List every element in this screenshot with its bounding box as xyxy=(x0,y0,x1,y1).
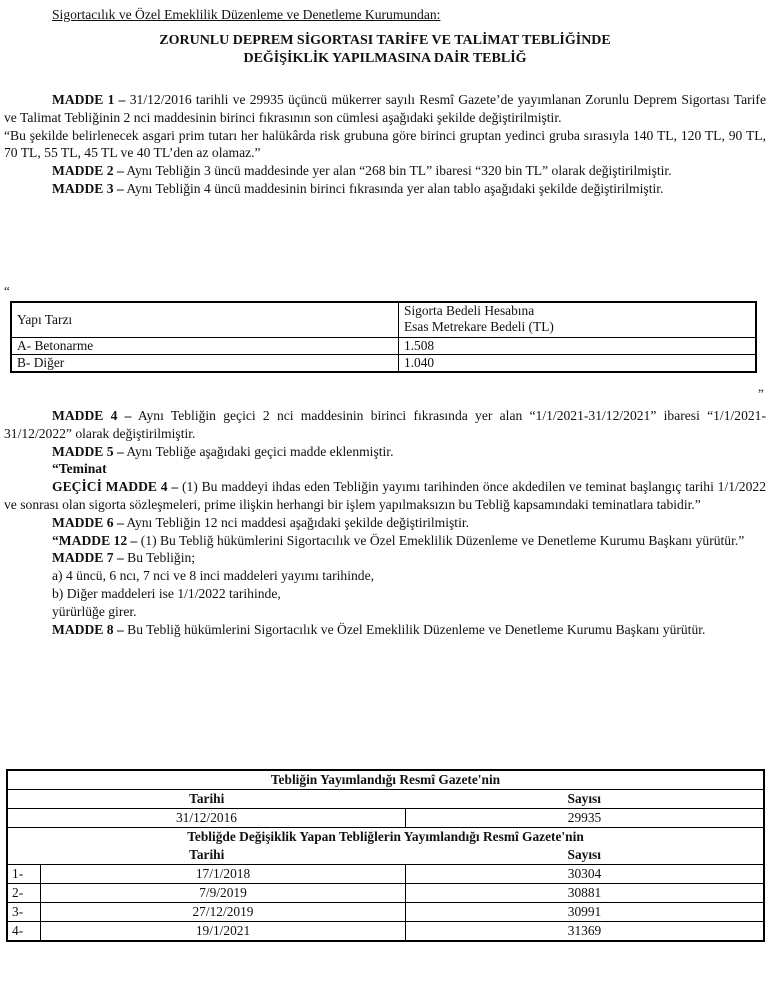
cell-value: 1.040 xyxy=(399,355,757,373)
row-index: 4- xyxy=(7,922,41,942)
article-7-item-c: yürürlüğe girer. xyxy=(52,603,137,619)
col-sqm-value xyxy=(399,302,757,338)
cell-type: B- Diğer xyxy=(11,355,399,373)
article-4-text: Aynı Tebliğin geçici 2 nci maddesinin birinci fıkrasında yer alan “1/1/2021-31/12/2021” ibaresi “1/1/2021-31/12/2022” olarak değiştirilmiştir. xyxy=(4,408,766,441)
row-number: 31369 xyxy=(406,922,765,942)
temporary-article-4 xyxy=(4,478,766,514)
article-7-item-a: a) 4 üncü, 6 ncı, 7 nci ve 8 inci maddeleri yayımı tarihinde, xyxy=(52,568,374,584)
table-row xyxy=(11,355,756,373)
row-date: 27/12/2019 xyxy=(41,903,406,922)
row-index: 3- xyxy=(7,903,41,922)
article-8-text: Bu Tebliğ hükümlerini Sigortacılık ve Özel Emeklilik Düzenleme ve Denetleme Kurumu Başkanı yürütür. xyxy=(123,621,706,637)
row-number: 30304 xyxy=(406,865,765,884)
amendments-heading: Tebliğde Değişiklik Yapan Tebliğlerin Yayımlandığı Resmî Gazete'nin xyxy=(7,828,764,847)
article-7 xyxy=(4,549,766,567)
article-5-text: Aynı Tebliğe aşağıdaki geçici madde eklenmiştir. xyxy=(123,443,394,459)
article-12-text: (1) Bu Tebliğ hükümlerini Sigortacılık ve Özel Emeklilik Düzenleme ve Denetleme Kurumu Başkanı yürütür.” xyxy=(137,532,745,548)
gazette-original-row xyxy=(7,809,764,828)
row-number: 30881 xyxy=(406,884,765,903)
col-date: Tarihi xyxy=(7,846,406,865)
article-3-text: Aynı Tebliğin 4 üncü maddesinin birinci fıkrasında yer alan tablo aşağıdaki şekilde değiştirilmiştir. xyxy=(123,180,664,196)
article-1-heading: MADDE 1 – xyxy=(52,92,126,107)
article-6-text: Aynı Tebliğin 12 nci maddesi aşağıdaki şekilde değiştirilmiştir. xyxy=(123,514,470,530)
table-row xyxy=(11,338,756,355)
col-number: Sayısı xyxy=(406,846,765,865)
issuer-header: Sigortacılık ve Özel Emeklilik Düzenleme ve Denetleme Kurumundan: xyxy=(52,7,441,22)
row-number: 30991 xyxy=(406,903,765,922)
table-open-quote: “ xyxy=(4,283,10,298)
amendments-heading-row xyxy=(7,828,764,847)
article-8-heading: MADDE 8 – xyxy=(52,621,124,637)
table-header-row xyxy=(11,302,756,338)
article-5 xyxy=(4,443,766,461)
article-6 xyxy=(4,514,766,532)
gazette-heading: Tebliğin Yayımlandığı Resmî Gazete'nin xyxy=(7,770,764,790)
temporary-article-4-heading: GEÇİCİ MADDE 4 – xyxy=(52,479,179,495)
table-row xyxy=(7,922,764,942)
temporary-article-4-text: (1) Bu maddeyi ihdas eden Tebliğin yayımı tarihinden önce akdedilen ve teminat başlangıç tarihi 1/1/2022 ve sonrası olan sigorta sözleşmeleri, prime ilişkin herhangi bir işlem yapılmaksızın bu Tebliğ kapsamındaki teminatlara tabidir.” xyxy=(4,479,766,512)
article-4-heading: MADDE 4 – xyxy=(52,408,132,423)
article-3 xyxy=(4,180,766,198)
article-4 xyxy=(4,407,766,443)
article-6-heading: MADDE 6 – xyxy=(52,514,124,530)
table-row xyxy=(7,865,764,884)
table-close-quote: ” xyxy=(758,386,764,401)
article-1-quote: “Bu şekilde belirlenecek asgari prim tutarı her halükârda risk grubuna göre birinci gruptan yedinci gruba sırasıyla 140 TL, 120 TL, 90 TL, 70 TL, 55 TL, 45 TL ve 40 TL’den az olamaz.” xyxy=(4,127,766,161)
gazette-col-header-row xyxy=(7,790,764,809)
article-12-quote xyxy=(4,532,766,550)
row-index: 1- xyxy=(7,865,41,884)
table-row xyxy=(7,903,764,922)
row-date: 7/9/2019 xyxy=(41,884,406,903)
article-7-heading: MADDE 7 – xyxy=(52,550,124,566)
document-body xyxy=(4,91,766,198)
col-sqm-value-line2: Esas Metrekare Bedeli (TL) xyxy=(404,319,554,334)
col-structure-type: Yapı Tarzı xyxy=(11,302,399,338)
gazette-heading-row xyxy=(7,770,764,790)
article-8 xyxy=(4,621,766,639)
gazette-history-table xyxy=(6,769,765,942)
article-3-heading: MADDE 3 – xyxy=(52,180,124,196)
teminat-heading xyxy=(4,460,766,478)
article-2-heading: MADDE 2 – xyxy=(52,163,124,179)
document-title-line1: ZORUNLU DEPREM SİGORTASI TARİFE VE TALİMAT TEBLİĞİNDE xyxy=(159,33,611,48)
document-title-line2: DEĞİŞİKLİK YAPILMASINA DAİR TEBLİĞ xyxy=(243,51,527,66)
article-7-item-b: b) Diğer maddeleri ise 1/1/2022 tarihinde, xyxy=(52,585,281,601)
teminat-label: “Teminat xyxy=(52,461,107,477)
article-12-heading: “MADDE 12 – xyxy=(52,532,138,548)
article-2-text: Aynı Tebliğin 3 üncü maddesinde yer alan “268 bin TL” ibaresi “320 bin TL” olarak değiştirilmiştir. xyxy=(123,163,672,179)
document-body-continued xyxy=(4,407,766,638)
original-number: 29935 xyxy=(406,809,765,828)
col-sqm-value-line1: Sigorta Bedeli Hesabına xyxy=(404,303,535,318)
article-1-text: 31/12/2016 tarihli ve 29935 üçüncü mükerrer sayılı Resmî Gazete’de yayımlanan Zorunlu Deprem Sigortası Tarife ve Talimat Tebliğinin 2 nci maddesinin birinci fıkrasının son cümlesi aşağıdaki şekilde değiştirilmiştir. xyxy=(4,92,766,125)
article-2 xyxy=(4,162,766,180)
row-date: 19/1/2021 xyxy=(41,922,406,942)
cell-type: A- Betonarme xyxy=(11,338,399,355)
building-cost-table xyxy=(10,301,757,373)
article-7-text: Bu Tebliğin; xyxy=(123,550,196,566)
amendments-col-header-row xyxy=(7,846,764,865)
col-date: Tarihi xyxy=(7,790,406,809)
table-row xyxy=(7,884,764,903)
article-5-heading: MADDE 5 – xyxy=(52,443,124,459)
original-date: 31/12/2016 xyxy=(7,809,406,828)
article-1 xyxy=(4,91,766,127)
row-index: 2- xyxy=(7,884,41,903)
row-date: 17/1/2018 xyxy=(41,865,406,884)
cell-value: 1.508 xyxy=(399,338,757,355)
col-number: Sayısı xyxy=(406,790,765,809)
